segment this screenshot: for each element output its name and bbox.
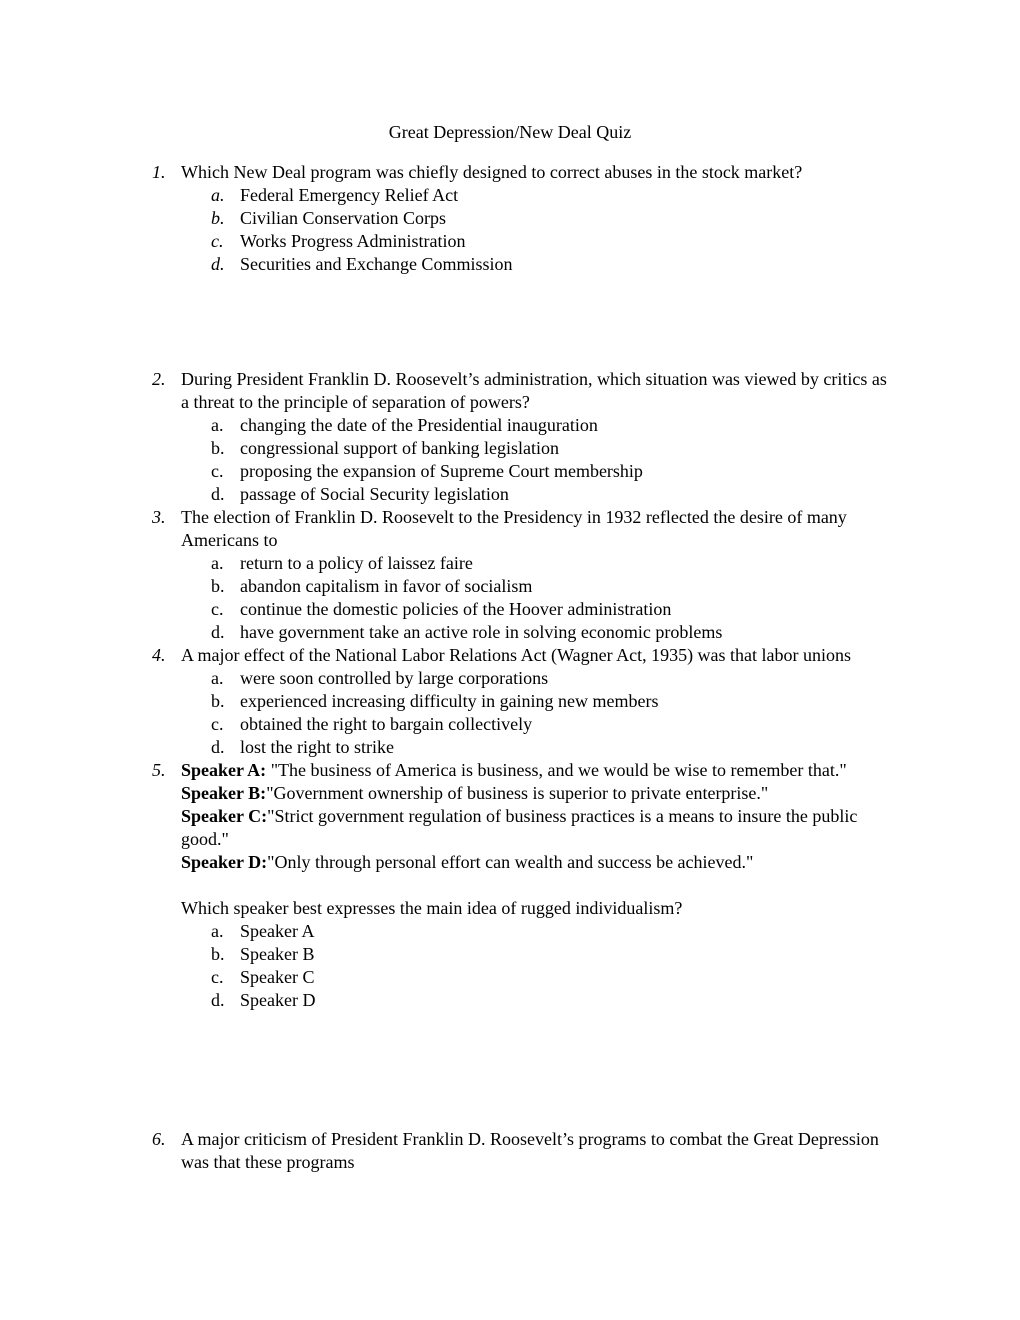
speaker-b: [0, 782, 896, 805]
option-text: experienced increasing difficulty in gaining new members: [240, 691, 659, 711]
option-text: Speaker A: [240, 921, 315, 941]
option-letter: c.: [211, 967, 224, 987]
question-number: 5.: [152, 760, 166, 780]
question-text: Which New Deal program was chiefly designed to correct abuses in the stock market?: [181, 162, 803, 182]
question-text: A major criticism of President Franklin D. Roosevelt’s programs to combat the Great Depression was that these programs: [181, 1129, 879, 1172]
option-text: Securities and Exchange Commission: [240, 254, 513, 274]
speaker-label: Speaker A:: [181, 760, 267, 780]
option-letter: b.: [211, 691, 225, 711]
option-letter: d.: [211, 622, 225, 642]
option-letter: b.: [211, 576, 225, 596]
quiz-body: [0, 161, 1020, 1174]
question-text: Which speaker best expresses the main idea of rugged individualism?: [181, 898, 683, 918]
option-letter: b.: [211, 944, 225, 964]
option-text: Federal Emergency Relief Act: [240, 185, 459, 205]
option-letter: b.: [211, 438, 225, 458]
speaker-quote: "Only through personal effort can wealth and success be achieved.": [267, 852, 754, 872]
option-letter: a.: [211, 553, 224, 573]
option-text: abandon capitalism in favor of socialism: [240, 576, 533, 596]
option-text: have government take an active role in solving economic problems: [240, 622, 723, 642]
option-letter: b.: [211, 208, 225, 228]
question-number: 1.: [152, 162, 166, 182]
speaker-label: Speaker C:: [181, 806, 268, 826]
question-4: [0, 644, 896, 667]
option-text: changing the date of the Presidential inauguration: [240, 415, 598, 435]
question-1: [0, 161, 896, 184]
option-letter: c.: [211, 231, 224, 251]
question-number: 2.: [152, 369, 166, 389]
option-text: return to a policy of laissez faire: [240, 553, 473, 573]
option-letter: a.: [211, 185, 225, 205]
option-text: continue the domestic policies of the Hoover administration: [240, 599, 672, 619]
option-text: Works Progress Administration: [240, 231, 466, 251]
speaker-quote: "Strict government regulation of business practices is a means to insure the public good.": [181, 806, 858, 849]
option-text: congressional support of banking legislation: [240, 438, 559, 458]
question-number: 3.: [152, 507, 166, 527]
question-6: [0, 1128, 896, 1174]
option-letter: a.: [211, 415, 224, 435]
option-letter: a.: [211, 921, 224, 941]
option-text: Speaker D: [240, 990, 316, 1010]
option-letter: c.: [211, 714, 224, 734]
question-2: [0, 368, 896, 414]
question-text: The election of Franklin D. Roosevelt to the Presidency in 1932 reflected the desire of many Americans to: [181, 507, 847, 550]
speaker-label: Speaker D:: [181, 852, 268, 872]
question-3: [0, 506, 896, 552]
question-text: During President Franklin D. Roosevelt’s administration, which situation was viewed by critics as a threat to the principle of separation of powers?: [181, 369, 887, 412]
option-text: Civilian Conservation Corps: [240, 208, 446, 228]
option-text: proposing the expansion of Supreme Court membership: [240, 461, 643, 481]
option-text: Speaker B: [240, 944, 315, 964]
question-text: A major effect of the National Labor Relations Act (Wagner Act, 1935) was that labor unions: [181, 645, 852, 665]
option-text: Speaker C: [240, 967, 315, 987]
speaker-label: Speaker B:: [181, 783, 267, 803]
option-text: passage of Social Security legislation: [240, 484, 509, 504]
speaker-d: [0, 851, 896, 874]
option-text: obtained the right to bargain collectively: [240, 714, 533, 734]
question-number: 6.: [152, 1129, 166, 1149]
speaker-c: [0, 805, 896, 851]
page-title: Great Depression/New Deal Quiz: [388, 122, 632, 142]
option-letter: d.: [211, 484, 225, 504]
option-letter: c.: [211, 599, 224, 619]
option-letter: a.: [211, 668, 224, 688]
option-text: were soon controlled by large corporations: [240, 668, 549, 688]
question-5: [0, 759, 896, 782]
speaker-quote: "Government ownership of business is superior to private enterprise.": [266, 783, 769, 803]
question-number: 4.: [152, 645, 166, 665]
option-letter: d.: [211, 990, 225, 1010]
option-letter: d.: [211, 254, 225, 274]
option-letter: d.: [211, 737, 225, 757]
option-text: lost the right to strike: [240, 737, 394, 757]
speaker-quote: "The business of America is business, and we would be wise to remember that.": [266, 760, 847, 780]
option-letter: c.: [211, 461, 224, 481]
